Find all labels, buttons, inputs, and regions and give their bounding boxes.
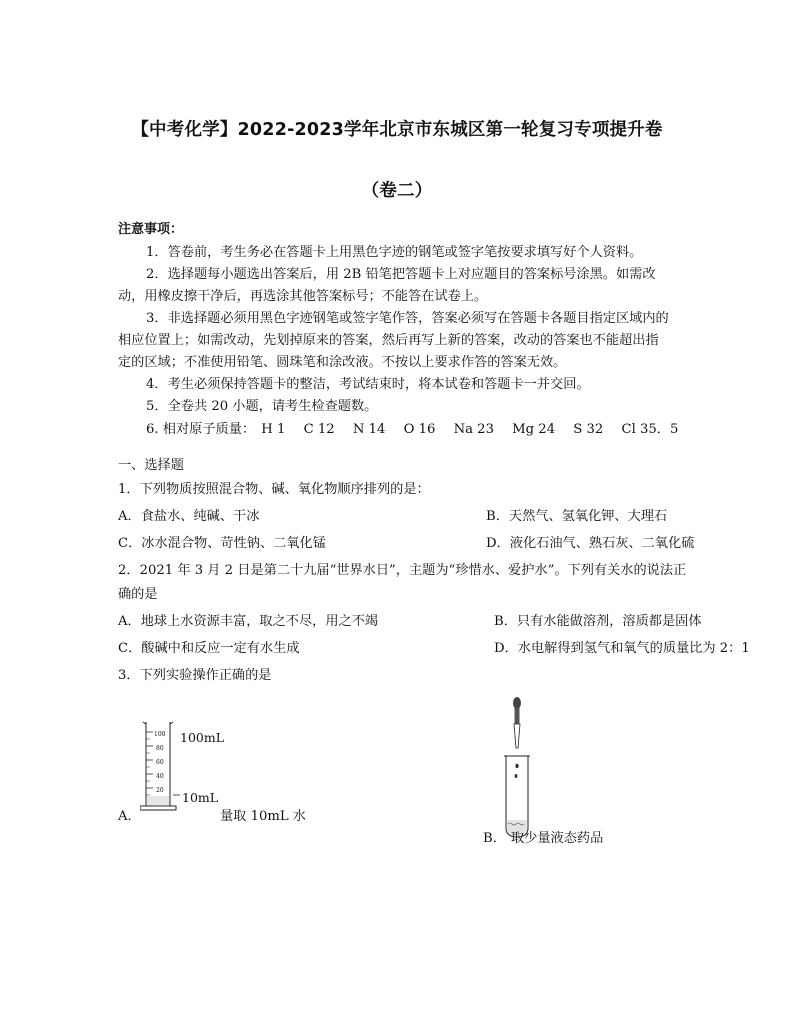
scale-mark: 60: [156, 759, 164, 766]
exam-subtitle: （卷二）: [361, 181, 433, 201]
notice-heading: 注意事项：: [118, 222, 184, 237]
atomic-mass-value: C 12: [303, 422, 335, 437]
notice-item-2b: 动，用橡皮擦干净后，再选涂其他答案标号；不能答在试卷上。: [118, 289, 488, 304]
q1-stem: 1．下列物质按照混合物、碱、氧化物顺序排列的是：: [118, 482, 430, 497]
q2-option-b: B．只有水能做溶剂，溶质都是固体: [494, 614, 702, 629]
notice-item-5: 5．全卷共 20 小题，请考生检查题数。: [146, 399, 378, 414]
q1-option-c: C．冰水混合物、苛性钠、二氧化锰: [118, 536, 326, 551]
notice-item-4: 4．考生必须保持答题卡的整洁，考试结束时，将本试卷和答题卡一并交回。: [146, 377, 590, 392]
dropper-test-tube-figure: [500, 694, 536, 840]
atomic-mass-value: Na 23: [453, 422, 494, 437]
notice-item-1: 1．答卷前，考生务必在答题卡上用黑色字迹的钢笔或签字笔按要求填写好个人资料。: [146, 245, 643, 260]
q2-option-c: C．酸碱中和反应一定有水生成: [118, 641, 300, 656]
q3-stem: 3．下列实验操作正确的是: [118, 668, 272, 683]
notice-item-3a: 3．非选择题必须用黑色字迹钢笔或签字笔作答，答案必须写在答题卡各题目指定区域内的: [146, 311, 669, 326]
notice-item-3c: 定的区域；不准使用铅笔、圆珠笔和涂改液。不按以上要求作答的答案无效。: [118, 355, 567, 370]
q3-option-b-caption: 取少量液态药品: [511, 831, 604, 846]
scale-mark: 100: [154, 731, 166, 738]
scale-mark: 20: [156, 787, 164, 794]
q2-stem-line1: 2．2021 年 3 月 2 日是第二十九届“世界水日”，主题为“珍惜水、爱护水”。下列有关水的说法正: [118, 563, 687, 578]
q1-option-d: D．液化石油气、熟石灰、二氧化硫: [486, 536, 695, 551]
atomic-mass-value: N 14: [352, 422, 386, 437]
scale-mark: 40: [156, 773, 164, 780]
notice-item-3b: 相应位置上；如需改动，先划掉原来的答案，然后再写上新的答案，改动的答案也不能超出指: [118, 333, 659, 348]
atomic-mass-value: H 1: [261, 422, 286, 437]
q2-option-a: A．地球上水资源丰富，取之不尽，用之不竭: [118, 614, 379, 629]
q3-option-a-letter: A．: [118, 809, 141, 824]
q2-option-d: D．水电解得到氢气和氧气的质量比为 2：1: [494, 641, 750, 656]
q3-option-b-letter: B．: [483, 831, 506, 846]
cylinder-volume-label: 10mL: [182, 790, 219, 805]
section-heading: 一、选择题: [118, 458, 184, 473]
atomic-mass-row: [146, 421, 692, 439]
atomic-mass-value: Cl 35．5: [621, 422, 679, 437]
q1-option-b: B．天然气、氢氧化钾、大理石: [486, 509, 668, 524]
q3-option-a-caption: 量取 10mL 水: [220, 809, 306, 824]
atomic-mass-value: O 16: [403, 422, 436, 437]
cylinder-capacity-label: 100mL: [180, 730, 225, 745]
q2-stem-line2: 确的是: [118, 587, 158, 602]
atomic-mass-value: S 32: [573, 422, 604, 437]
q1-option-a: A．食盐水、纯碱、干冰: [118, 509, 260, 524]
atomic-mass-label: 6. 相对原子质量：: [146, 422, 256, 437]
exam-title: 【中考化学】2022-2023学年北京市东城区第一轮复习专项提升卷: [131, 120, 663, 140]
scale-mark: 80: [156, 745, 164, 752]
atomic-mass-value: Mg 24: [512, 422, 556, 437]
notice-item-2a: 2．选择题每小题选出答案后，用 2B 铅笔把答题卡上对应题目的答案标号涂黑。如需改: [146, 267, 656, 282]
